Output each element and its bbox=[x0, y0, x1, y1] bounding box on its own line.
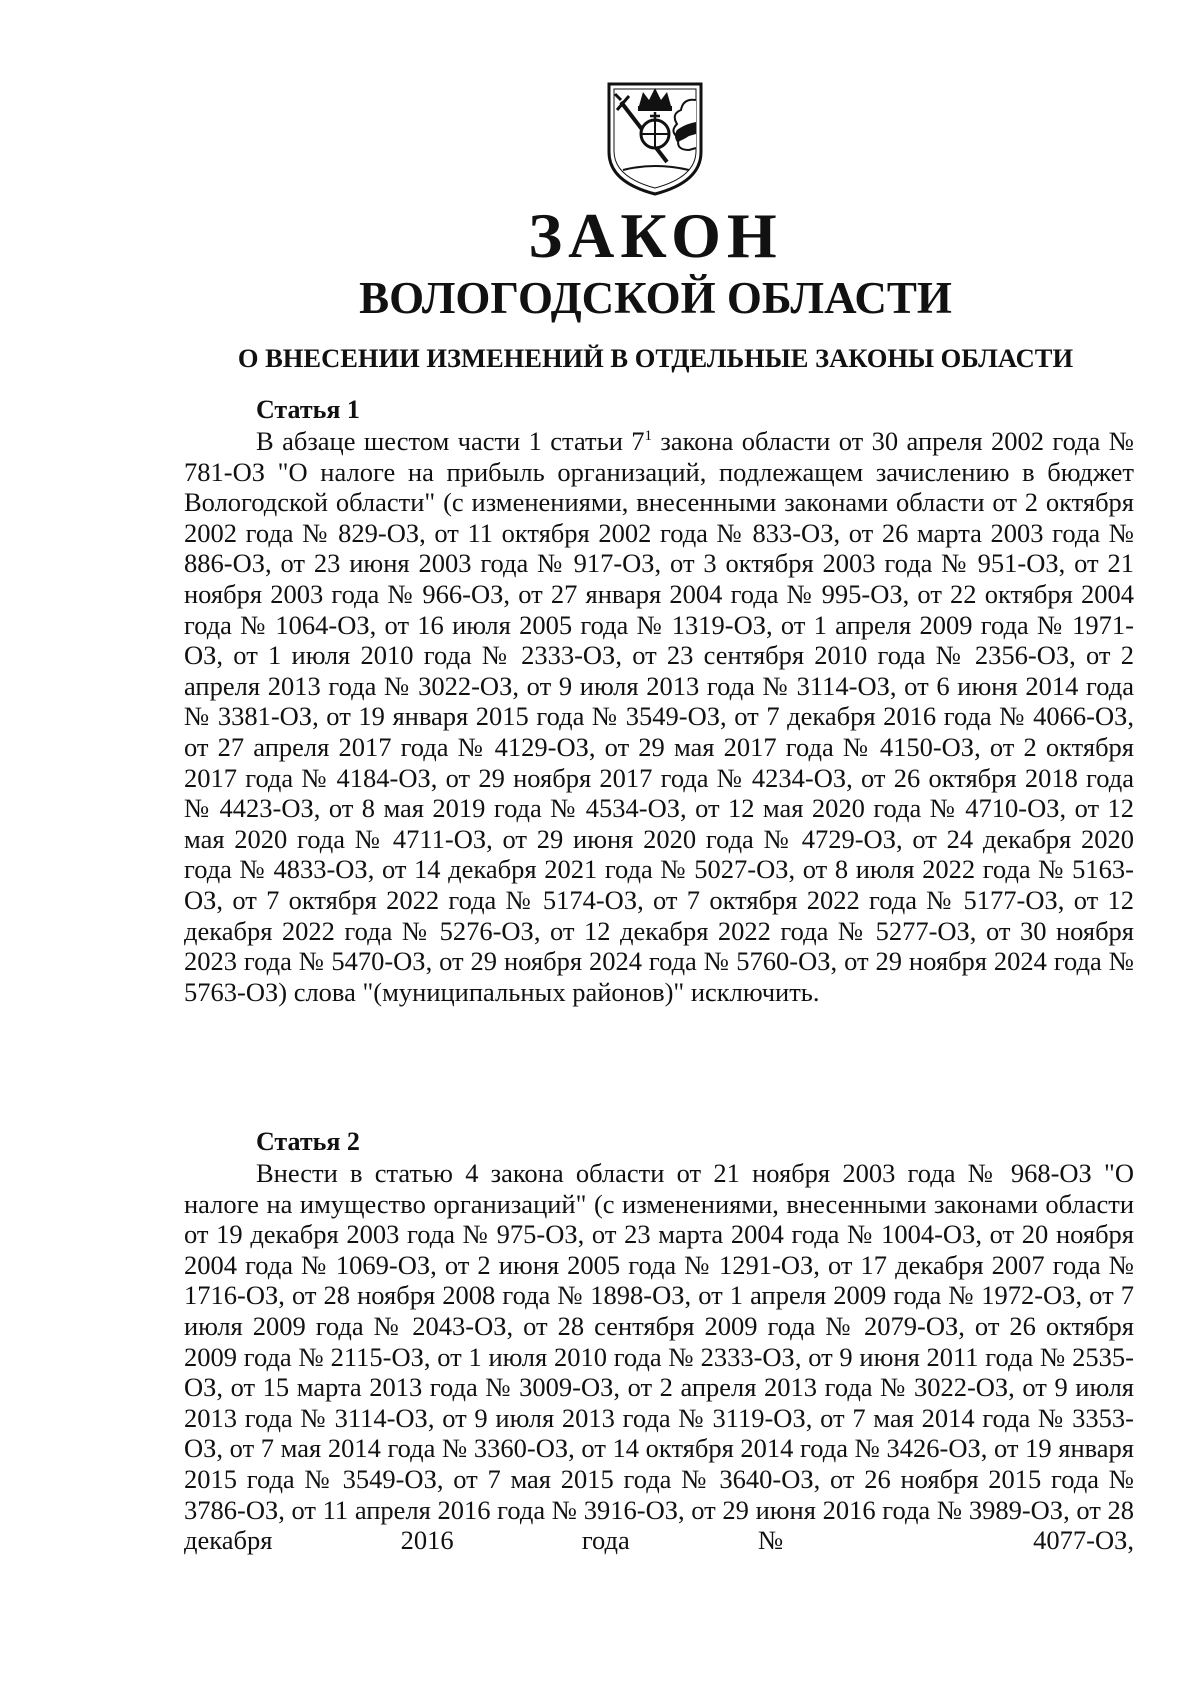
article-1 bbox=[184, 394, 1134, 1007]
vologda-coat-of-arms-icon bbox=[603, 78, 707, 198]
law-title: ЗАКОН bbox=[528, 200, 783, 271]
article-1-text bbox=[184, 426, 1134, 1007]
article-1-text-start: В абзаце шестом части 1 статьи 7 bbox=[256, 426, 645, 456]
article-1-superscript: 1 bbox=[644, 428, 653, 445]
article-1-text-rest: закона области от 30 апреля 2002 года № 781-ОЗ "О налоге на прибыль организаций, подлежащем зачислению в бюджет Вологодской области" (с изменениями, внесенными законами области от 2 октября 2002 года № 829-ОЗ, от 11 октября 2002 года № 833-ОЗ, от 26 марта 2003 года № 886-ОЗ, от 23 июня 2003 года № 917-ОЗ, от 3 октября 2003 года № 951-ОЗ, от 21 ноября 2003 года № 966-ОЗ, от 27 января 2004 года № 995-ОЗ, от 22 октября 2004 года № 1064-ОЗ, от 16 июля 2005 года № 1319-ОЗ, от 1 апреля 2009 года № 1971-ОЗ, от 1 июля 2010 года № 2333-ОЗ, от 23 сентября 2010 года № 2356-ОЗ, от 2 апреля 2013 года № 3022-ОЗ, от 9 июля 2013 года № 3114-ОЗ, от 6 июня 2014 года № 3381-ОЗ, от 19 января 2015 года № 3549-ОЗ, от 7 декабря 2016 года № 4066-ОЗ, от 27 апреля 2017 года № 4129-ОЗ, от 29 мая 2017 года № 4150-ОЗ, от 2 октября 2017 года № 4184-ОЗ, от 29 ноября 2017 года № 4234-ОЗ, от 26 октября 2018 года № 4423-ОЗ, от 8 мая 2019 года № 4534-ОЗ, от 12 мая 2020 года № 4710-ОЗ, от 12 мая 2020 года № 4711-ОЗ, от 29 июня 2020 года № 4729-ОЗ, от 24 декабря 2020 года № 4833-ОЗ, от 14 декабря 2021 года № 5027-ОЗ, от 8 июля 2022 года № 5163-ОЗ, от 7 октября 2022 года № 5174-ОЗ, от 7 октября 2022 года № 5177-ОЗ, от 12 декабря 2022 года № 5276-ОЗ, от 12 декабря 2022 года № 5277-ОЗ, от 30 ноября 2023 года № 5470-ОЗ, от 29 ноября 2024 года № 5760-ОЗ, от 29 ноября 2024 года № 5763-ОЗ) слова "(муниципальных районов)" исключить. bbox=[184, 426, 1134, 1007]
law-subject: О ВНЕСЕНИИ ИЗМЕНЕНИЙ В ОТДЕЛЬНЫЕ ЗАКОНЫ ОБЛАСТИ bbox=[237, 343, 1074, 373]
article-2-heading: Статья 2 bbox=[256, 1127, 360, 1156]
article-2 bbox=[184, 1126, 1134, 1556]
region-title: ВОЛОГОДСКОЙ ОБЛАСТИ bbox=[359, 273, 952, 323]
article-1-heading: Статья 1 bbox=[256, 395, 360, 424]
article-2-text: Внести в статью 4 закона области от 21 ноября 2003 года № 968-ОЗ "О налоге на имущество организаций" (с изменениями, внесенными законами области от 19 декабря 2003 года № 975-ОЗ, от 23 марта 2004 года № 1004-ОЗ, от 20 ноября 2004 года № 1069-ОЗ, от 2 июня 2005 года № 1291-ОЗ, от 17 декабря 2007 года № 1716-ОЗ, от 28 ноября 2008 года № 1898-ОЗ, от 1 апреля 2009 года № 1972-ОЗ, от 7 июля 2009 года № 2043-ОЗ, от 28 сентября 2009 года № 2079-ОЗ, от 26 октября 2009 года № 2115-ОЗ, от 1 июля 2010 года № 2333-ОЗ, от 9 июня 2011 года № 2535-ОЗ, от 15 марта 2013 года № 3009-ОЗ, от 2 апреля 2013 года № 3022-ОЗ, от 9 июля 2013 года № 3114-ОЗ, от 9 июля 2013 года № 3119-ОЗ, от 7 мая 2014 года № 3353-ОЗ, от 7 мая 2014 года № 3360-ОЗ, от 14 октября 2014 года № 3426-ОЗ, от 19 января 2015 года № 3549-ОЗ, от 7 мая 2015 года № 3640-ОЗ, от 26 ноября 2015 года № 3786-ОЗ, от 11 апреля 2016 года № 3916-ОЗ, от 29 июня 2016 года № 3989-ОЗ, от 28 декабря 2016 года № 4077-ОЗ, bbox=[184, 1158, 1134, 1556]
